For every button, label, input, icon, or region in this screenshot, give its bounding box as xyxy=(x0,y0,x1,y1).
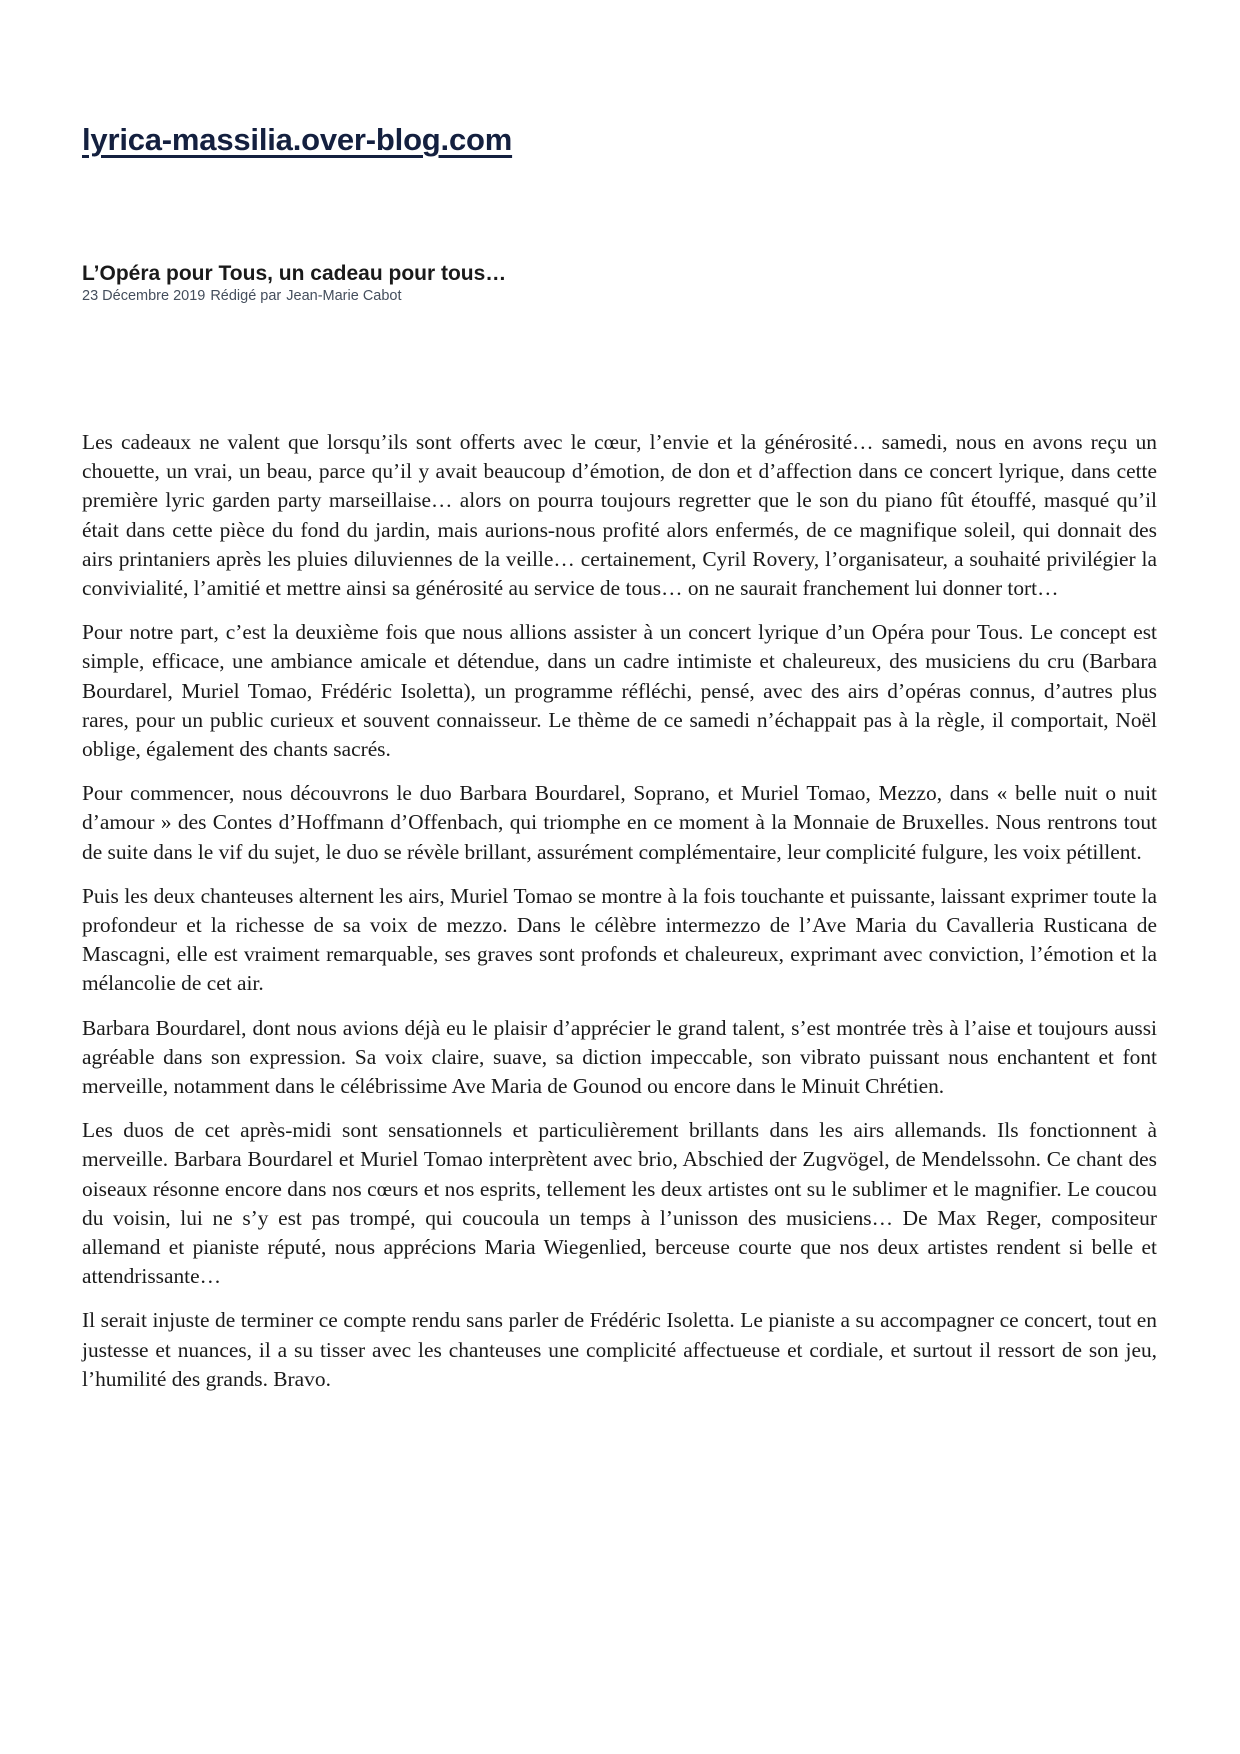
paragraph-7: Il serait injuste de terminer ce compte rendu sans parler de Frédéric Isoletta. Le pianiste a su accompagner ce concert, tout en justesse et nuances, il a su tisser avec les chanteuses une complicité affectueuse et cordiale, et surtout il ressort de son jeu, l’humilité des grands. Bravo. xyxy=(82,1308,1157,1391)
paragraph-4: Puis les deux chanteuses alternent les airs, Muriel Tomao se montre à la fois touchante et puissante, laissant exprimer toute la profondeur et la richesse de sa voix de mezzo. Dans le célèbre intermezzo de l’Ave Maria du Cavalleria Rusticana de Mascagni, elle est vraiment remarquable, ses graves sont profonds et chaleureux, exprimant avec conviction, l’émotion et la mélancolie de cet air. xyxy=(82,883,1157,996)
byline xyxy=(82,288,407,304)
site-link[interactable]: lyrica-massilia.over-blog.com xyxy=(82,122,513,157)
author-prefix: Rédigé par xyxy=(210,288,282,304)
article-date: 23 Décembre 2019 xyxy=(82,288,206,304)
paragraph-2: Pour notre part, c’est la deuxième fois que nous allions assister à un concert lyrique d’un Opéra pour Tous. Le concept est simple, efficace, une ambiance amicale et détendue, dans un cadre intimiste et chaleureux, des musiciens du cru (Barbara Bourdarel, Muriel Tomao, Frédéric Isoletta), un programme réfléchi, pensé, avec des airs d’opéras connus, d’autres plus rares, pour un public curieux et souvent connaisseur. Le thème de ce samedi n’échappait pas à la règle, il comportait, Noël oblige, également des chants sacrés. xyxy=(82,620,1157,762)
paragraph-3: Pour commencer, nous découvrons le duo Barbara Bourdarel, Soprano, et Muriel Tomao, Mezzo, dans « belle nuit o nuit d’amour » des Contes d’Hoffmann d’Offenbach, qui triomphe en ce moment à la Monnaie de Bruxelles. Nous rentrons tout de suite dans le vif du sujet, le duo se révèle brillant, assurément complémentaire, leur complicité fulgure, les voix pétillent. xyxy=(82,781,1157,864)
article-body xyxy=(82,428,1157,1409)
paragraph-1: Les cadeaux ne valent que lorsqu’ils sont offerts avec le cœur, l’envie et la générosité… samedi, nous en avons reçu un chouette, un vrai, un beau, parce qu’il y avait beaucoup d’émotion, de don et d’affection dans ce concert lyrique, dans cette première lyric garden party marseillaise… alors on pourra toujours regretter que le son du piano fût étouffé, masqué qu’il était dans cette pièce du fond du jardin, mais aurions-nous profité alors enfermés, de ce magnifique soleil, qui donnait des airs printaniers après les pluies diluviennes de la veille… certainement, Cyril Rovery, l’organisateur, a souhaité privilégier la convivialité, l’amitié et mettre ainsi sa générosité au service de tous… on ne saurait franchement lui donner tort… xyxy=(82,430,1157,601)
author-name: Jean-Marie Cabot xyxy=(286,288,402,304)
paragraph-6: Les duos de cet après-midi sont sensationnels et particulièrement brillants dans les airs allemands. Ils fonctionnent à merveille. Barbara Bourdarel et Muriel Tomao interprètent avec brio, Abschied der Zugvögel, de Mendelssohn. Ce chant des oiseaux résonne encore dans nos cœurs et nos esprits, tellement les deux artistes ont su le sublimer et le magnifier. Le coucou du voisin, lui ne s’y est pas trompé, qui coucoula un temps à l’unisson des musiciens… De Max Reger, compositeur allemand et pianiste réputé, nous apprécions Maria Wiegenlied, berceuse courte que nos deux artistes rendent si belle et attendrissante… xyxy=(82,1118,1157,1289)
article-title: L’Opéra pour Tous, un cadeau pour tous… xyxy=(82,262,507,285)
paragraph-5: Barbara Bourdarel, dont nous avions déjà eu le plaisir d’apprécier le grand talent, s’est montrée très à l’aise et toujours aussi agréable dans son expression. Sa voix claire, suave, sa diction impeccable, son vibrato puissant nous enchantent et font merveille, notamment dans le célébrissime Ave Maria de Gounod ou encore dans le Minuit Chrétien. xyxy=(82,1015,1157,1099)
